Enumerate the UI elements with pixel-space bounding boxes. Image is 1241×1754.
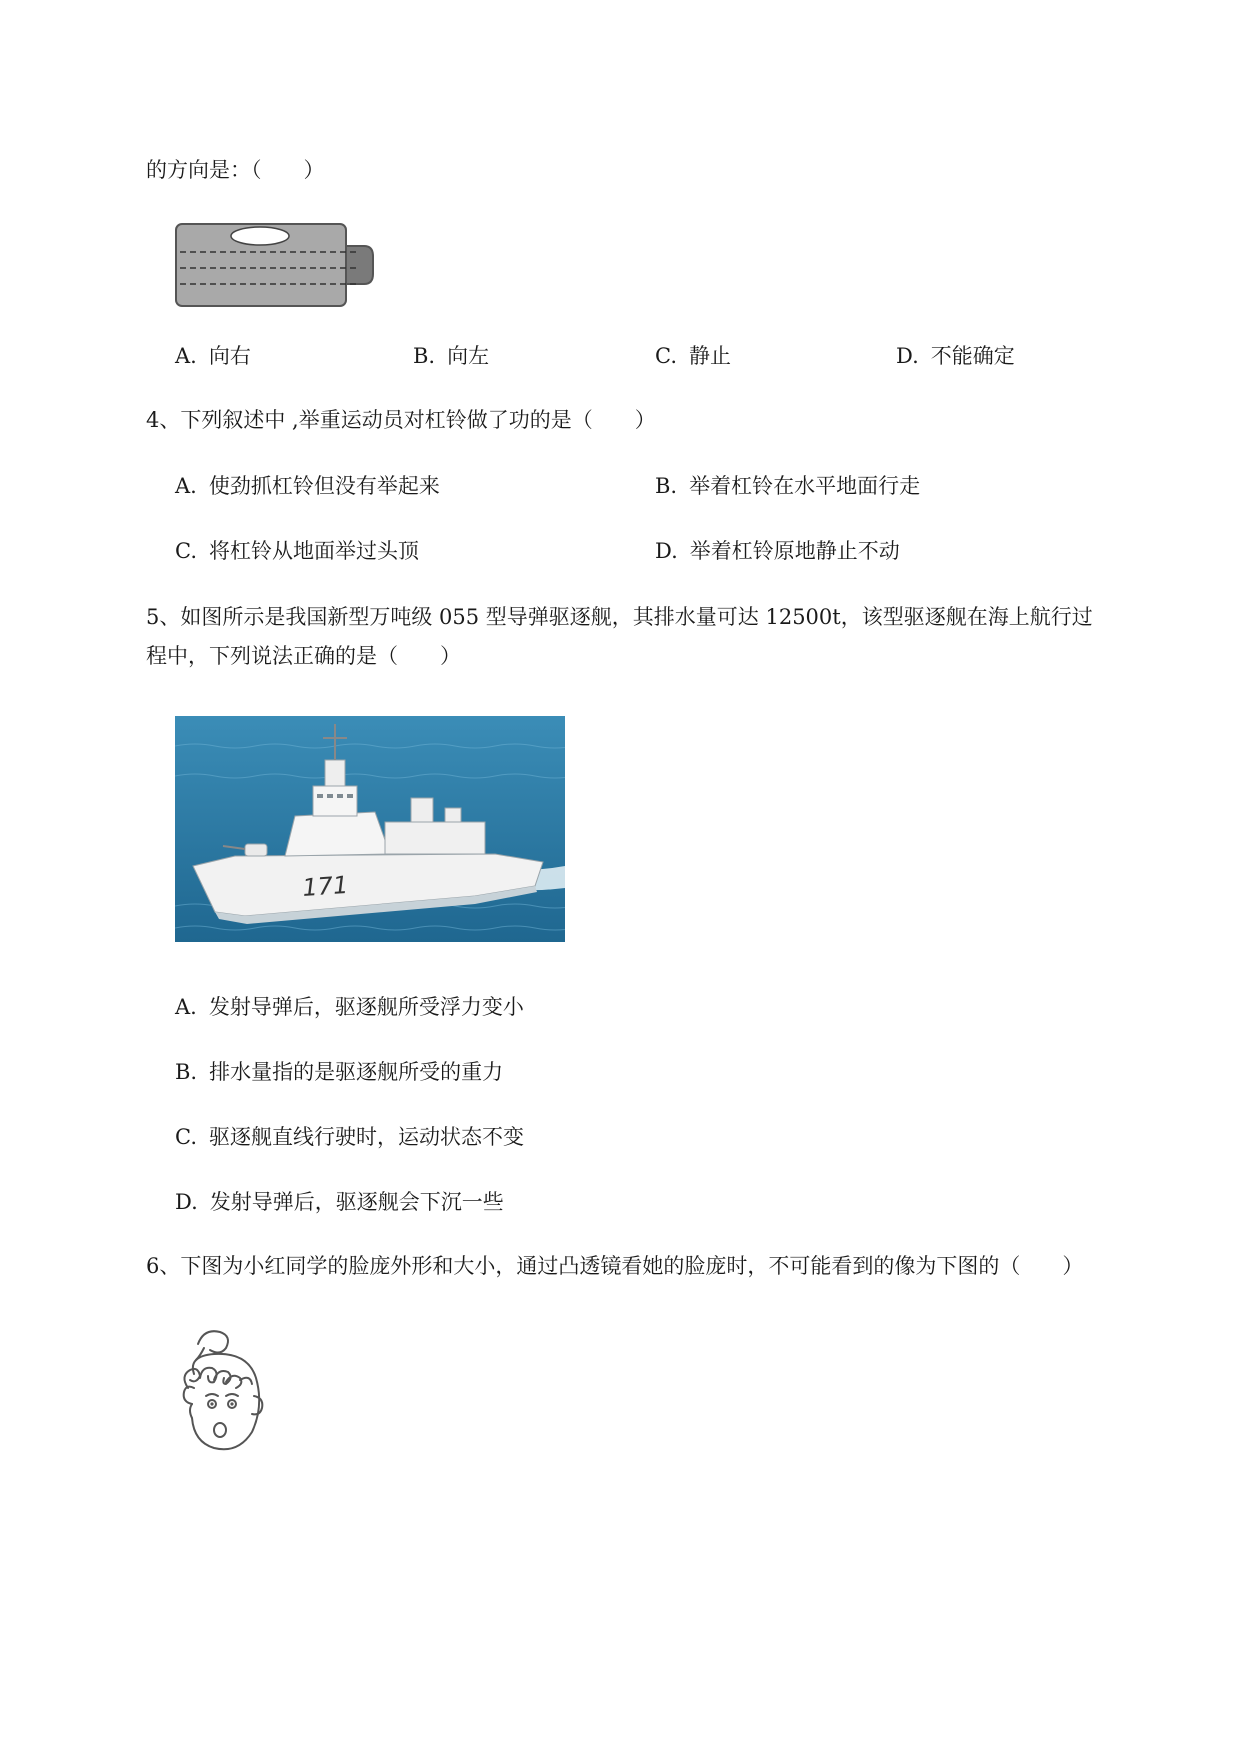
q3-option-a[interactable]: A. 向右 xyxy=(175,344,251,368)
superstructure-front xyxy=(285,812,390,856)
q4-option-a[interactable]: A. 使劲抓杠铃但没有举起来 xyxy=(175,474,440,498)
q4-option-b[interactable]: B. 举着杠铃在水平地面行走 xyxy=(655,474,921,498)
q5-stem-line1: 5、如图所示是我国新型万吨级 055 型导弹驱逐舰，其排水量可达 12500t，该型驱逐舰在海上航行过 xyxy=(146,605,1093,629)
q5-option-b[interactable]: B. 排水量指的是驱逐舰所受的重力 xyxy=(175,1060,504,1084)
q4-option-c[interactable]: C. 将杠铃从地面举过头顶 xyxy=(175,539,419,563)
air-bubble xyxy=(231,227,289,245)
q5-stem-line2: 程中，下列说法正确的是（ ） xyxy=(146,644,461,668)
mouth xyxy=(214,1423,226,1437)
q4-stem: 4、下列叙述中 ,举重运动员对杠铃做了功的是（ ） xyxy=(146,408,656,432)
q5-option-d[interactable]: D. 发射导弹后，驱逐舰会下沉一些 xyxy=(175,1190,504,1214)
bridge xyxy=(313,786,357,816)
q4-option-d[interactable]: D. 举着杠铃原地静止不动 xyxy=(655,539,900,563)
destroyer-photo xyxy=(175,716,565,942)
q3-tube-bubble-figure xyxy=(174,222,378,308)
q6-stem: 6、下图为小红同学的脸庞外形和大小，通过凸透镜看她的脸庞时，不可能看到的像为下图的（ ） xyxy=(146,1254,1084,1278)
q3-option-c[interactable]: C. 静止 xyxy=(655,344,731,368)
q3-option-d[interactable]: D. 不能确定 xyxy=(896,344,1015,368)
q5-option-c[interactable]: C. 驱逐舰直线行驶时，运动状态不变 xyxy=(175,1125,524,1149)
superstructure-aft xyxy=(385,822,485,854)
radar-tower xyxy=(325,760,345,786)
gun-turret xyxy=(245,844,267,856)
q3-stem-tail: 的方向是：（ ） xyxy=(146,158,325,182)
hull-number: 171 xyxy=(301,870,350,902)
ear xyxy=(184,1387,194,1404)
q3-option-b[interactable]: B. 向左 xyxy=(413,344,490,368)
funnel xyxy=(411,798,433,822)
q5-option-a[interactable]: A. 发射导弹后，驱逐舰所受浮力变小 xyxy=(175,995,524,1019)
girl-face-figure xyxy=(174,1326,274,1460)
